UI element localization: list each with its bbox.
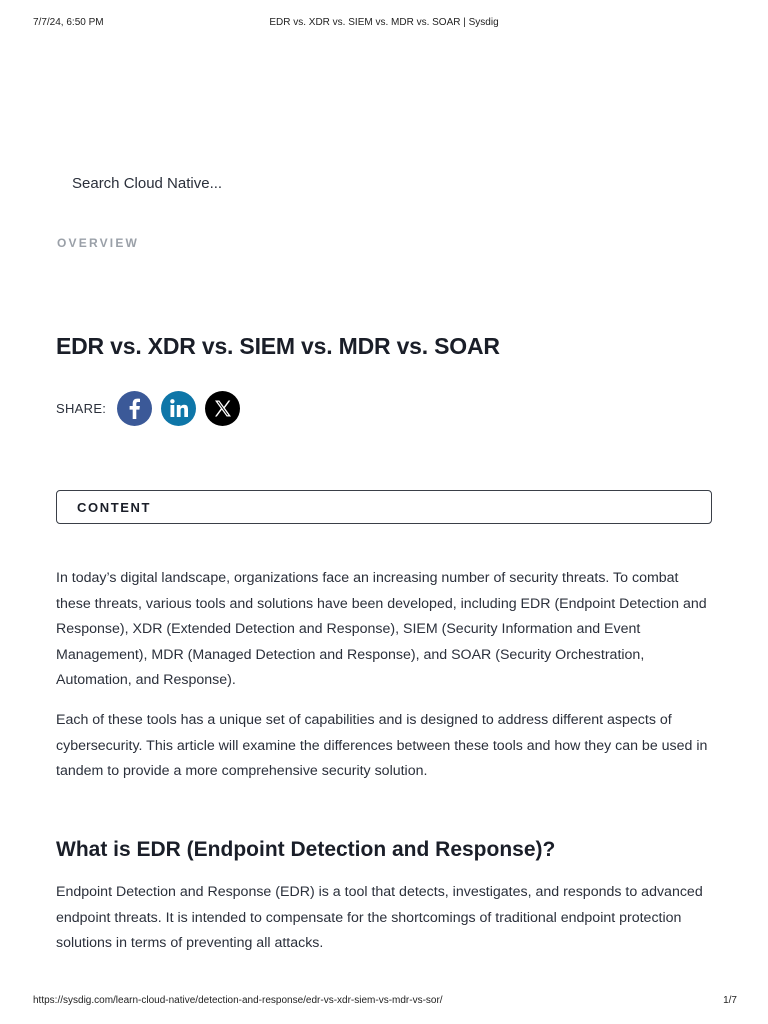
print-footer xyxy=(0,995,768,1009)
search-input[interactable]: Search Cloud Native... xyxy=(72,175,223,192)
share-label: SHARE: xyxy=(56,400,107,416)
print-datetime: 7/7/24, 6:50 PM xyxy=(33,17,104,28)
print-url: https://sysdig.com/learn-cloud-native/detection-and-response/edr-vs-xdr-siem-vs-mdr-vs-sor/ xyxy=(33,995,443,1006)
print-page-title: EDR vs. XDR vs. SIEM vs. MDR vs. SOAR | Sysdig xyxy=(269,17,499,28)
content-label: CONTENT xyxy=(77,500,152,515)
tools-paragraph: Each of these tools has a unique set of capabilities and is designed to address different aspects of cybersecurity. This article will examine the differences between these tools and how they can be used in tandem to provide a more comprehensive security solution. xyxy=(56,712,708,780)
page-title: EDR vs. XDR vs. SIEM vs. MDR vs. SOAR xyxy=(56,333,500,359)
linkedin-icon[interactable] xyxy=(161,391,196,426)
section-heading-edr: What is EDR (Endpoint Detection and Response)? xyxy=(56,838,556,861)
print-page-number: 1/7 xyxy=(723,995,737,1006)
overview-breadcrumb[interactable]: OVERVIEW xyxy=(57,236,140,250)
content-toggle[interactable] xyxy=(56,490,712,524)
print-header xyxy=(0,17,768,31)
share-bar xyxy=(56,391,249,425)
edr-paragraph: Endpoint Detection and Response (EDR) is a tool that detects, investigates, and responds to advanced endpoint threats. It is intended to compensate for the shortcomings of traditional endpoint protection solutions in terms of preventing all attacks. xyxy=(56,884,703,952)
x-icon[interactable] xyxy=(205,391,240,426)
facebook-icon[interactable] xyxy=(117,391,152,426)
intro-paragraph: In today’s digital landscape, organizations face an increasing number of security threats. To combat these threats, various tools and solutions have been developed, including EDR (Endpoint Detection and Response), XDR (Extended Detection and Response), SIEM (Security Information and Event Management), MDR (Managed Detection and Response), and SOAR (Security Orchestration, Automation, and Response). xyxy=(56,570,707,689)
